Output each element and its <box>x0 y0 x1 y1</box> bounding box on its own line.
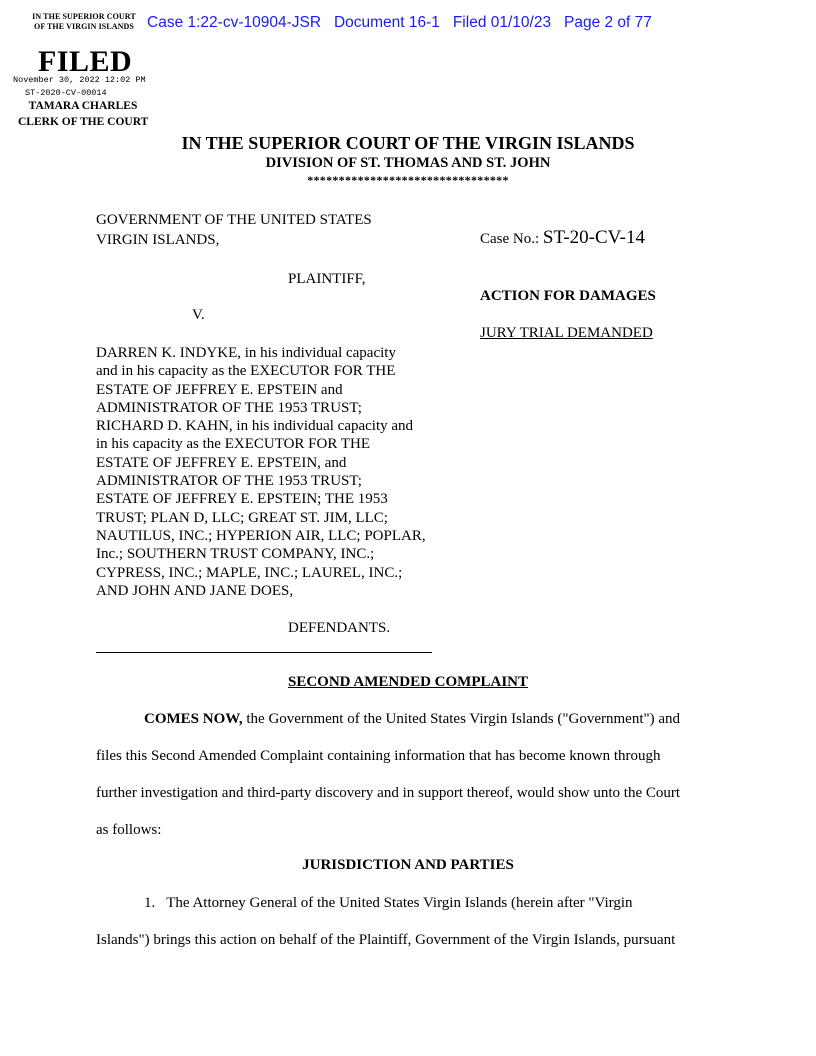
intro-line-4: as follows: <box>96 822 162 838</box>
case-number-label: Case No.: <box>480 231 540 247</box>
defendants-role: DEFENDANTS. <box>288 620 391 636</box>
action-for-damages: ACTION FOR DAMAGES <box>480 288 656 304</box>
defendant-line: ESTATE OF JEFFREY E. EPSTEIN and <box>96 381 343 398</box>
caption-rule <box>96 652 432 653</box>
intro-lead: COMES NOW, <box>144 711 243 727</box>
plaintiff-role: PLAINTIFF, <box>288 271 366 287</box>
defendant-line: ADMINISTRATOR OF THE 1953 TRUST; <box>96 473 362 490</box>
court-stars-divider: ******************************** <box>307 173 509 187</box>
court-title: IN THE SUPERIOR COURT OF THE VIRGIN ISLANDS <box>181 133 635 153</box>
stamp-clerk-name: TAMARA CHARLES <box>28 100 138 112</box>
court-division: DIVISION OF ST. THOMAS AND ST. JOHN <box>265 155 551 171</box>
defendant-line: Inc.; SOUTHERN TRUST COMPANY, INC.; <box>96 546 375 563</box>
stamp-case-number: ST-2020-CV-00014 <box>25 88 107 98</box>
case-number <box>480 229 645 248</box>
stamp-filed-datetime: November 30, 2022 12:02 PM <box>13 75 146 85</box>
defendant-line: DARREN K. INDYKE, in his individual capacity <box>96 345 396 361</box>
section-heading: JURISDICTION AND PARTIES <box>302 857 514 873</box>
defendant-line: ADMINISTRATOR OF THE 1953 TRUST; <box>96 399 362 416</box>
stamp-court-line2: OF THE VIRGIN ISLANDS <box>34 22 134 31</box>
defendant-line: and in his capacity as the EXECUTOR FOR THE <box>96 363 396 380</box>
stamp-court-line1: IN THE SUPERIOR COURT <box>32 12 136 21</box>
ecf-header: Case 1:22-cv-10904-JSR Document 16-1 Filed 01/10/23 Page 2 of 77 <box>147 14 652 31</box>
para1-line-1: 1. The Attorney General of the United States Virgin Islands (herein after "Virgin <box>144 895 633 911</box>
defendant-line: TRUST; PLAN D, LLC; GREAT ST. JIM, LLC; <box>96 509 388 526</box>
jury-trial-demanded: JURY TRIAL DEMANDED <box>480 325 653 341</box>
defendant-line: AND JOHN AND JANE DOES, <box>96 582 294 599</box>
defendant-line: RICHARD D. KAHN, in his individual capacity and <box>96 418 414 435</box>
intro-line-1 <box>144 710 680 728</box>
case-number-value: ST-20-CV-14 <box>542 227 645 248</box>
defendant-line: ESTATE OF JEFFREY E. EPSTEIN; THE 1953 <box>96 491 388 508</box>
para1-line-2: Islands") brings this action on behalf of the Plaintiff, Government of the Virgin Islands, pursuant <box>96 932 676 948</box>
defendant-line: ESTATE OF JEFFREY E. EPSTEIN, and <box>96 454 347 471</box>
intro-line-3: further investigation and third-party discovery and in support thereof, would show unto the Court <box>96 785 681 801</box>
defendant-line: NAUTILUS, INC.; HYPERION AIR, LLC; POPLAR, <box>96 527 426 544</box>
plaintiff-line2: VIRGIN ISLANDS, <box>96 232 220 248</box>
intro-line-2: files this Second Amended Complaint containing information that has become known through <box>96 748 661 764</box>
document-title: SECOND AMENDED COMPLAINT <box>287 674 528 690</box>
defendants-list <box>96 344 456 600</box>
plaintiff-line1: GOVERNMENT OF THE UNITED STATES <box>96 212 372 228</box>
versus: V. <box>192 307 205 323</box>
defendant-line: CYPRESS, INC.; MAPLE, INC.; LAUREL, INC.; <box>96 564 403 581</box>
stamp-clerk-title: CLERK OF THE COURT <box>18 116 149 128</box>
intro-line1-rest: the Government of the United States Virgin Islands ("Government") and <box>242 711 681 727</box>
defendant-line: in his capacity as the EXECUTOR FOR THE <box>96 436 370 453</box>
stamp-filed-label: FILED <box>38 45 133 78</box>
